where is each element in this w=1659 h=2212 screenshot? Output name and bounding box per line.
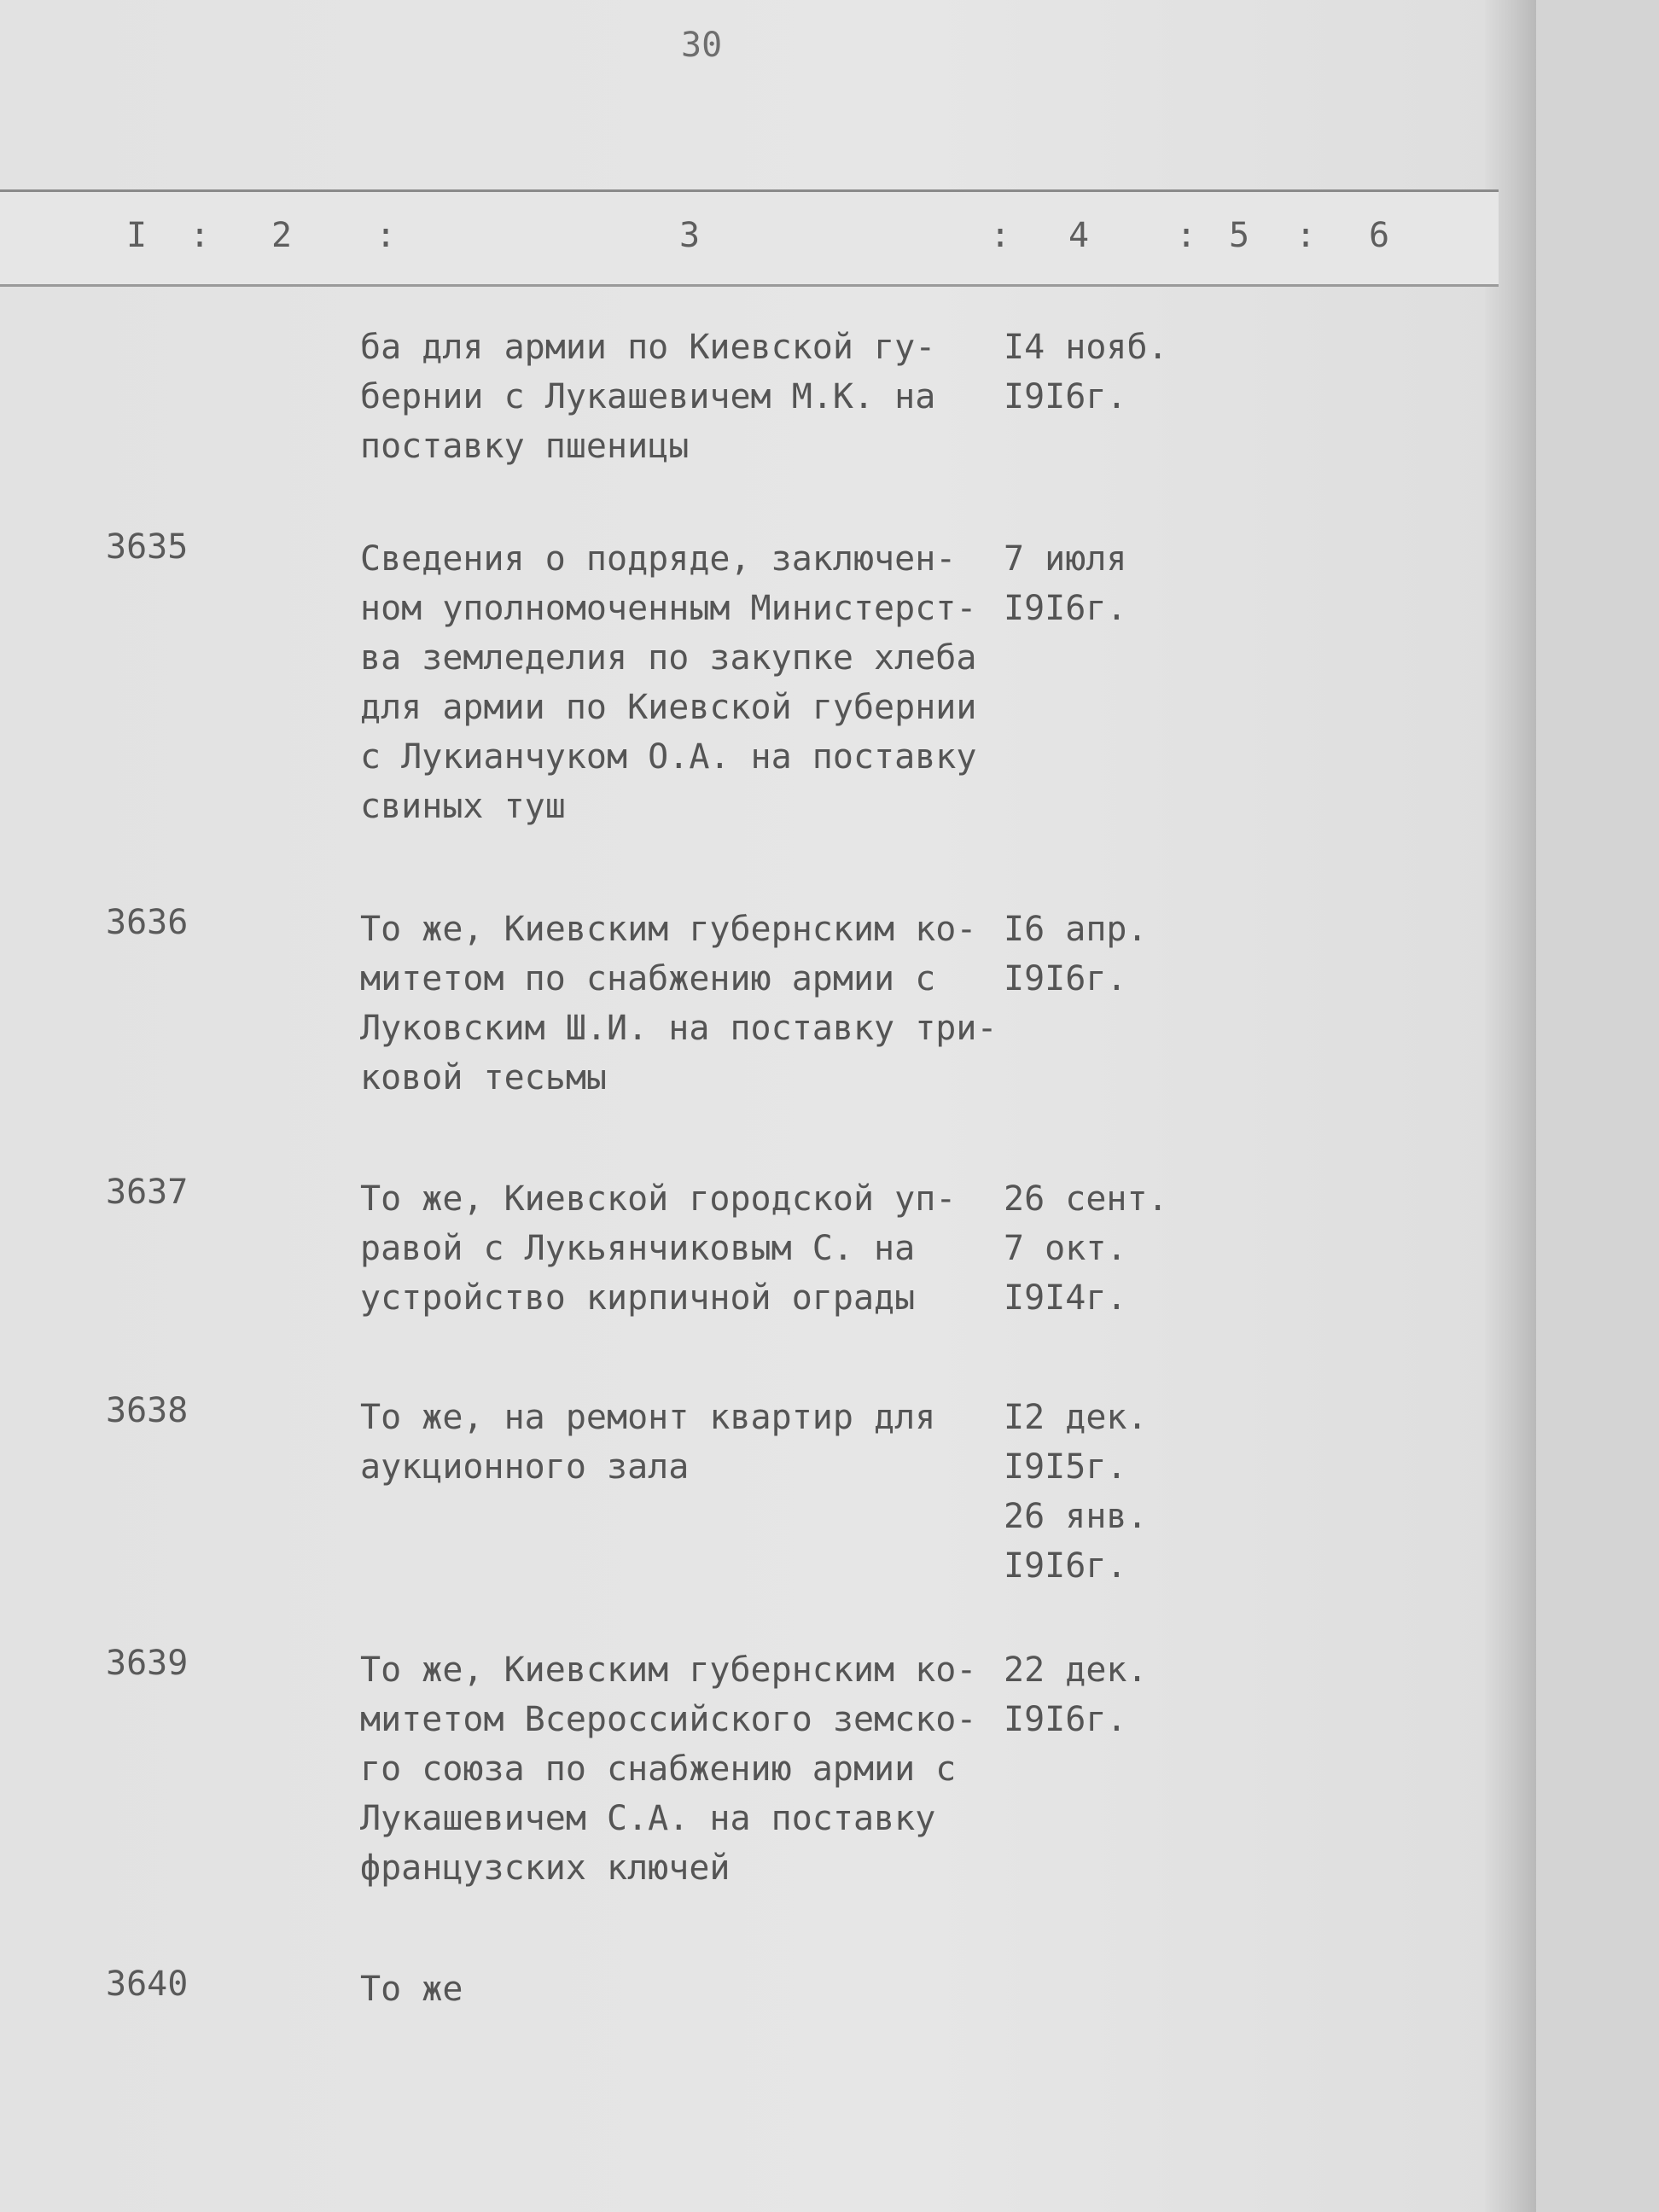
entry-number: 3640 bbox=[106, 1965, 189, 2004]
column-separator: : bbox=[375, 216, 397, 255]
column-separator: : bbox=[1176, 216, 1197, 255]
column-separator: : bbox=[189, 216, 211, 255]
page-edge-shadow bbox=[1485, 0, 1536, 2212]
column-header-2: 2 bbox=[271, 216, 293, 255]
column-header-1: I bbox=[126, 216, 148, 255]
entry-title: То же, на ремонт квартир для аукционного зала bbox=[360, 1398, 936, 1487]
entry-number: 3636 bbox=[106, 903, 189, 942]
column-header-5: 5 bbox=[1229, 216, 1250, 255]
entry-title: ба для армии по Киевской гу- бернии с Лукашевичем М.К. на поставку пшеницы bbox=[360, 328, 936, 466]
entry-date: 7 июля I9I6г. bbox=[1004, 539, 1127, 628]
entry-title: То же bbox=[360, 1970, 463, 2009]
entry-number: 3635 bbox=[106, 527, 189, 567]
entry-date: I6 апр. I9I6г. bbox=[1004, 910, 1148, 998]
entry-title: То же, Киевским губернским ко- митетом Всероссийского земско- го союза по снабжению армии с Лукашевичем С.А. на поставку французских ключей bbox=[360, 1650, 977, 1888]
column-separator: : bbox=[1295, 216, 1317, 255]
column-header-4: 4 bbox=[1068, 216, 1090, 255]
entry-number: 3637 bbox=[106, 1173, 189, 1212]
column-header-6: 6 bbox=[1369, 216, 1390, 255]
entry-date: 22 дек. I9I6г. bbox=[1004, 1650, 1148, 1739]
entry-number: 3639 bbox=[106, 1644, 189, 1683]
entry-date: I4 нояб. I9I6г. bbox=[1004, 328, 1168, 416]
column-separator: : bbox=[990, 216, 1011, 255]
column-header-row bbox=[0, 189, 1499, 287]
column-header-3: 3 bbox=[679, 216, 701, 255]
entry-title: То же, Киевской городской уп- равой с Лукьянчиковым С. на устройство кирпичной ограды bbox=[360, 1179, 957, 1318]
entry-date: I2 дек. I9I5г. 26 янв. I9I6г. bbox=[1004, 1398, 1148, 1586]
page-number: 30 bbox=[681, 26, 723, 65]
entry-title: То же, Киевским губернским ко- митетом по снабжению армии с Луковским Ш.И. на поставку три- ковой тесьмы bbox=[360, 910, 998, 1097]
entry-title: Сведения о подряде, заключен- ном уполномоченным Министерст- ва земледелия по закупке хлеба для армии по Киевской губернии с Лукианчуком О.А. на поставку свиных туш bbox=[360, 539, 977, 826]
entry-number: 3638 bbox=[106, 1391, 189, 1430]
entry-date: 26 сент. 7 окт. I9I4г. bbox=[1004, 1179, 1168, 1318]
